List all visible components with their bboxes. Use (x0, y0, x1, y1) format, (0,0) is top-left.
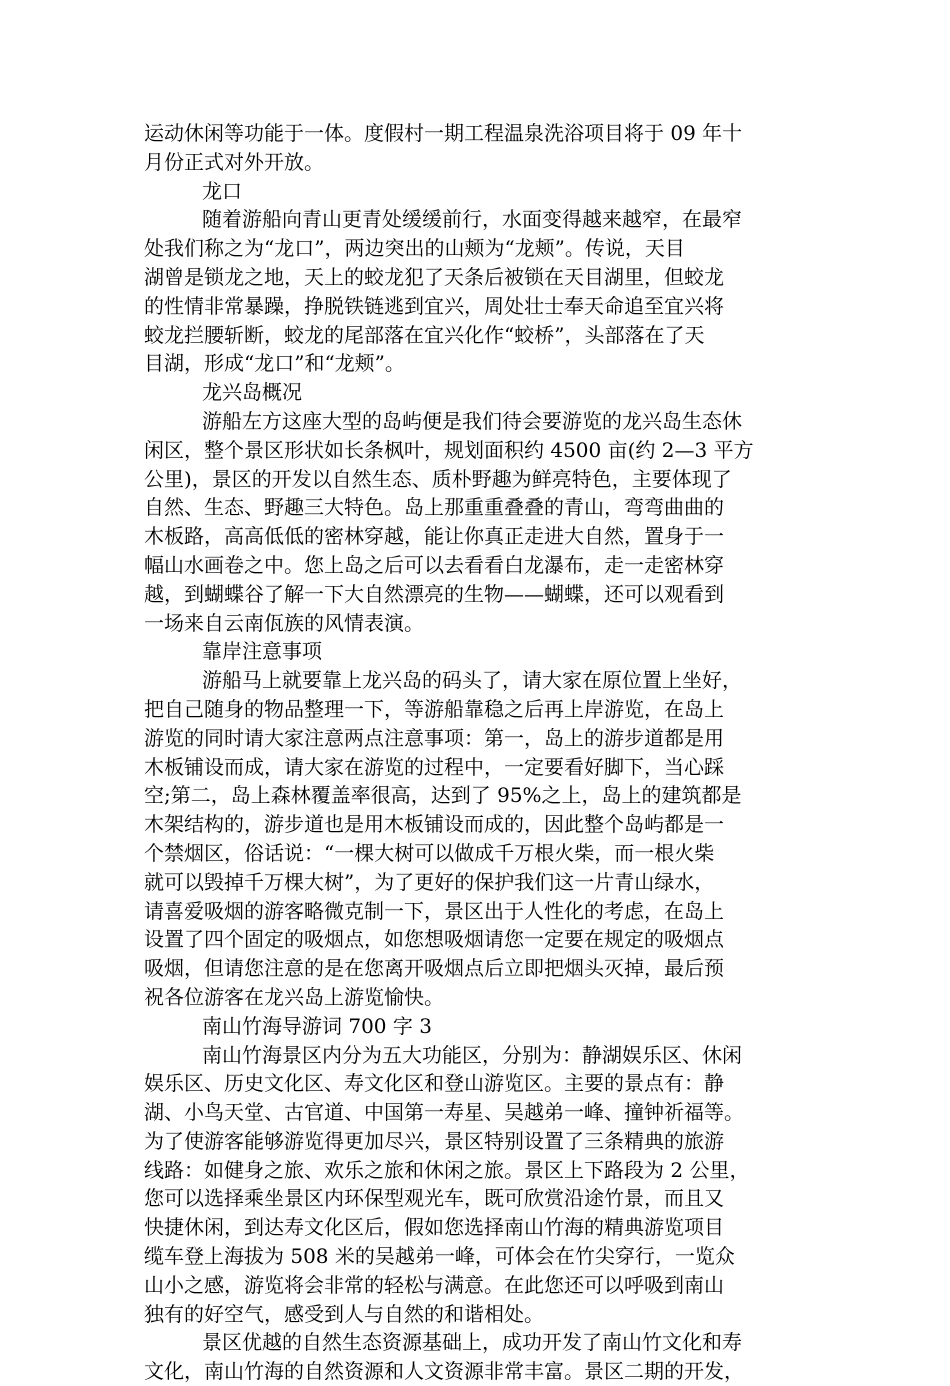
paragraph-line: 祝各位游客在龙兴岛上游览愉快。 (144, 984, 444, 1009)
paragraph-line: 月份正式对外开放。 (144, 149, 324, 174)
paragraph-line: 请喜爱吸烟的游客略微克制一下，景区出于人性化的考虑，在岛上 (144, 898, 724, 923)
paragraph-line: 山小之感，游览将会非常的轻松与满意。在此您还可以呼吸到南山 (144, 1272, 724, 1297)
paragraph-line: 运动休闲等功能于一体。度假村一期工程温泉洗浴项目将于 09 年十 (144, 121, 743, 145)
paragraph-line: 湖曾是锁龙之地，天上的蛟龙犯了天条后被锁在天目湖里，但蛟龙 (144, 264, 724, 289)
paragraph-line: 线路：如健身之旅、欢乐之旅和休闲之旅。景区上下路段为 2 公里， (144, 1157, 750, 1182)
paragraph-line: 目湖，形成“龙口”和“龙颊”。 (144, 351, 405, 376)
document-body (144, 119, 826, 1386)
paragraph-first-line: 南山竹海景区内分为五大功能区，分别为：静湖娱乐区、休闲 (202, 1042, 742, 1067)
paragraph-first-line: 游船左方这座大型的岛屿便是我们待会要游览的龙兴岛生态休 (202, 408, 742, 433)
paragraph-first-line: 随着游船向青山更青处缓缓前行，水面变得越来越窄，在最窄 (202, 207, 742, 232)
paragraph-line: 幅山水画卷之中。您上岛之后可以去看看白龙瀑布，走一走密林穿 (144, 552, 724, 577)
paragraph-line: 文化，南山竹海的自然资源和人文资源非常丰富。景区二期的开发， (144, 1359, 744, 1384)
paragraph-first-line: 龙口 (202, 178, 242, 203)
paragraph-first-line: 游船马上就要靠上龙兴岛的码头了，请大家在原位置上坐好， (202, 668, 742, 693)
paragraph-line: 把自己随身的物品整理一下，等游船靠稳之后再上岸游览，在岛上 (144, 696, 724, 721)
paragraph-line: 木板铺设而成，请大家在游览的过程中，一定要看好脚下，当心踩 (144, 754, 724, 779)
paragraph-line: 快捷休闲，到达寿文化区后，假如您选择南山竹海的精典游览项目 (144, 1215, 724, 1240)
paragraph-line: 越，到蝴蝶谷了解一下大自然漂亮的生物——蝴蝶，还可以观看到 (144, 581, 724, 606)
paragraph-line: 湖、小鸟天堂、古官道、中国第一寿星、吴越弟一峰、撞钟祈福等。 (144, 1100, 744, 1125)
paragraph-line: 游览的同时请大家注意两点注意事项：第一，岛上的游步道都是用 (144, 725, 724, 750)
paragraph-first-line: 靠岸注意事项 (202, 639, 322, 664)
paragraph-line: 木板路，高高低低的密林穿越，能让你真正走进大自然，置身于一 (144, 524, 724, 549)
paragraph-line: 娱乐区、历史文化区、寿文化区和登山游览区。主要的景点有：静 (144, 1071, 724, 1096)
paragraph-line: 吸烟，但请您注意的是在您离开吸烟点后立即把烟头灭掉，最后预 (144, 956, 724, 981)
paragraph-line: 独有的好空气，感受到人与自然的和谐相处。 (144, 1301, 544, 1326)
paragraph-line: 蛟龙拦腰斩断，蛟龙的尾部落在宜兴化作“蛟桥”，头部落在了天 (144, 322, 705, 347)
paragraph-first-line: 龙兴岛概况 (202, 380, 302, 405)
paragraph-line: 为了使游客能够游览得更加尽兴，景区特别设置了三条精典的旅游 (144, 1128, 724, 1153)
paragraph-line: 个禁烟区，俗话说：“一棵大树可以做成千万根火柴，而一根火柴 (144, 840, 715, 865)
paragraph-line: 自然、生态、野趣三大特色。岛上那重重叠叠的青山，弯弯曲曲的 (144, 495, 724, 520)
paragraph-first-line: 景区优越的自然生态资源基础上，成功开发了南山竹文化和寿 (202, 1330, 742, 1355)
paragraph-line: 一场来自云南佤族的风情表演。 (144, 610, 424, 635)
paragraph-line: 闲区，整个景区形状如长条枫叶，规划面积约 4500 亩(约 2—3 平方 (144, 437, 754, 462)
paragraph-first-line: 南山竹海导游词 700 字 3 (202, 1013, 432, 1038)
paragraph-line: 缆车登上海拔为 508 米的吴越弟一峰，可体会在竹尖穿行，一览众 (144, 1244, 735, 1269)
paragraph-line: 您可以选择乘坐景区内环保型观光车，既可欣赏沿途竹景，而且又 (144, 1186, 724, 1211)
paragraph-line: 设置了四个固定的吸烟点，如您想吸烟请您一定要在规定的吸烟点 (144, 927, 724, 952)
paragraph-line: 木架结构的，游步道也是用木板铺设而成的，因此整个岛屿都是一 (144, 812, 724, 837)
paragraph-line: 就可以毁掉千万棵大树”，为了更好的保护我们这一片青山绿水， (144, 869, 715, 894)
paragraph-line: 的性情非常暴躁，挣脱铁链逃到宜兴，周处壮士奉天命追至宜兴将 (144, 293, 724, 318)
paragraph-line: 公里)，景区的开发以自然生态、质朴野趣为鲜亮特色，主要体现了 (144, 466, 732, 491)
paragraph-line: 空;第二，岛上森林覆盖率很高，达到了 95%之上，岛上的建筑都是 (144, 783, 742, 808)
paragraph-line: 处我们称之为“龙口”，两边突出的山颊为“龙颊”。传说，天目 (144, 236, 685, 261)
